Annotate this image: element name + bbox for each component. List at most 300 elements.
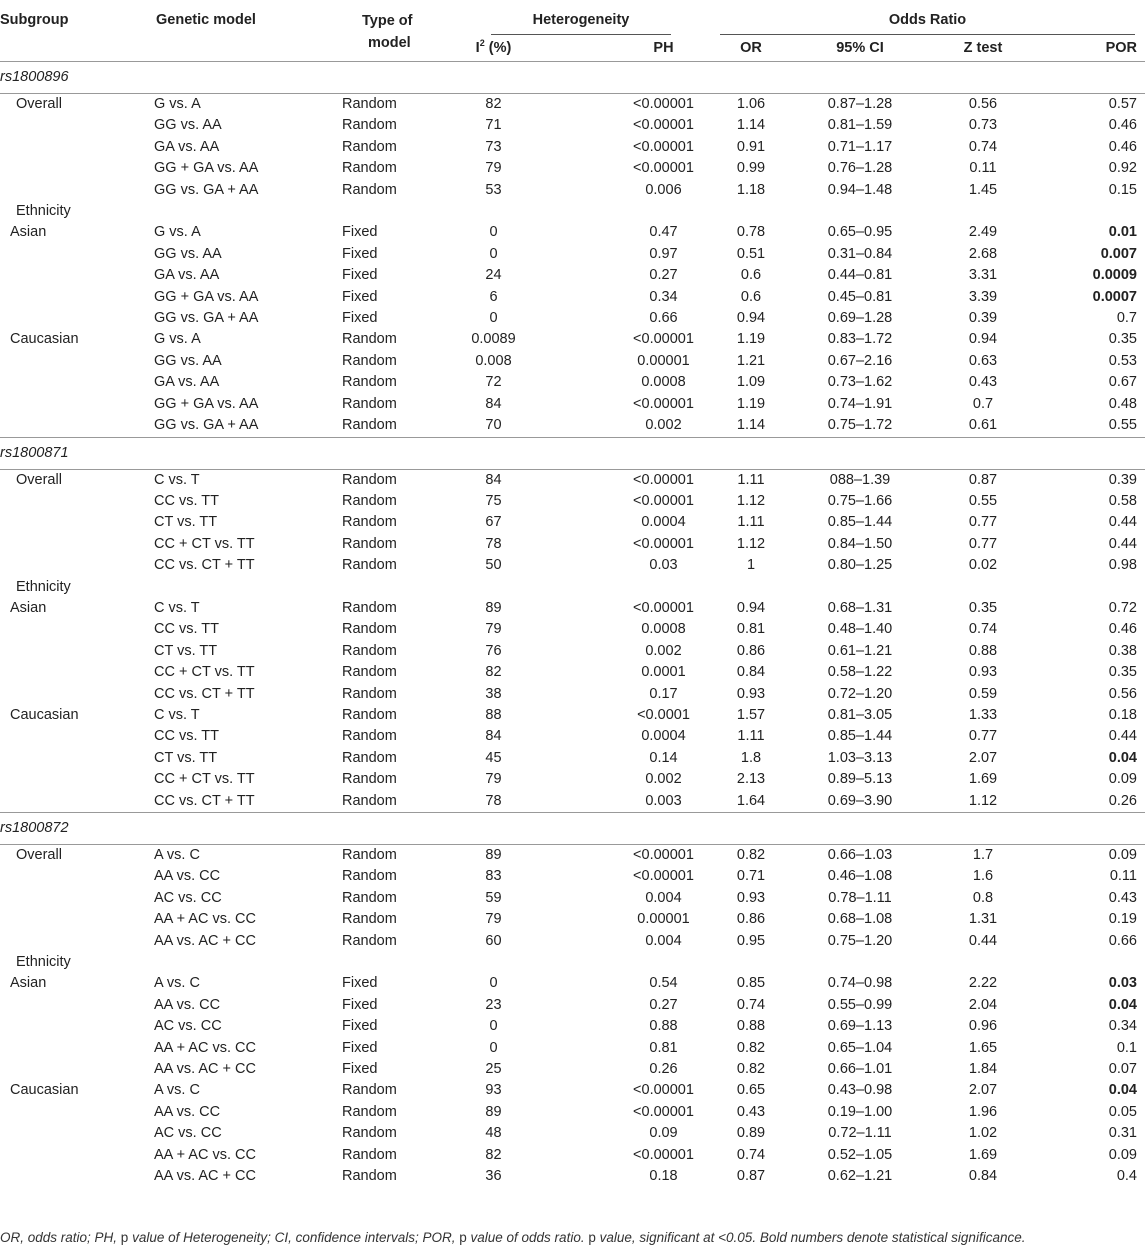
cell-z: 0.77	[968, 728, 998, 745]
cell-i2: 6	[489, 288, 498, 305]
cell-type: Random	[342, 352, 397, 369]
cell-ci: 0.80–1.25	[827, 557, 893, 574]
cell-ph: <0.00001	[633, 868, 694, 885]
table-row	[0, 244, 1145, 265]
cell-i2: 79	[485, 911, 502, 928]
cell-i2: 93	[485, 1082, 502, 1099]
cell-z: 0.56	[968, 96, 998, 112]
cell-type: Random	[342, 889, 397, 906]
cell-por: 0.55	[1108, 417, 1137, 434]
cell-ci: 0.75–1.20	[827, 932, 893, 949]
group-label-row	[0, 952, 1145, 973]
cell-subgroup: Asian	[10, 224, 47, 241]
cell-genetic-model: GA vs. AA	[154, 267, 220, 284]
cell-type: Fixed	[342, 996, 378, 1013]
cell-ph: <0.00001	[633, 1103, 694, 1120]
cell-ph: 0.004	[645, 932, 682, 949]
cell-i2: 89	[485, 847, 502, 863]
cell-z: 0.35	[968, 599, 998, 616]
cell-type: Random	[342, 557, 397, 574]
cell-por: 0.67	[1108, 374, 1137, 391]
cell-subgroup	[0, 415, 148, 437]
cell-type: Random	[342, 847, 397, 863]
cell-subgroup: Overall	[16, 471, 62, 488]
cell-ph: 0.88	[649, 1018, 678, 1035]
cell-or: 1.14	[736, 117, 766, 134]
cell-i2: 84	[485, 728, 502, 745]
cell-z: 1.02	[968, 1125, 998, 1142]
cell-z: 2.49	[968, 224, 998, 241]
cell-or: 0.85	[736, 975, 766, 992]
cell-or: 1.06	[736, 96, 766, 112]
cell-i2: 78	[485, 792, 502, 809]
cell-ph: 0.00001	[637, 911, 690, 928]
cell-subgroup	[0, 909, 148, 930]
table-row	[0, 469, 1145, 491]
cell-or: 0.84	[736, 664, 766, 681]
cell-subgroup	[0, 748, 148, 769]
cell-ci: 0.81–3.05	[827, 706, 893, 723]
table-row	[0, 534, 1145, 555]
cell-z: 0.55	[968, 492, 998, 509]
cell-z: 0.44	[968, 932, 998, 949]
cell-or: 0.91	[736, 138, 766, 155]
cell-or: 1.8	[740, 749, 762, 766]
cell-or: 0.6	[740, 267, 762, 284]
table-row	[0, 287, 1145, 308]
table-row	[0, 1038, 1145, 1059]
cell-ph: 0.27	[649, 267, 678, 284]
cell-genetic-model: CC vs. TT	[154, 728, 219, 745]
cell-subgroup: Caucasian	[10, 1082, 79, 1099]
cell-genetic-model: GG vs. AA	[154, 117, 222, 134]
cell-ci: 0.19–1.00	[827, 1103, 893, 1120]
cell-or: 0.74	[736, 1146, 766, 1163]
cell-i2: 82	[485, 664, 502, 681]
cell-ph: <0.00001	[633, 160, 694, 177]
cell-type: Random	[342, 181, 397, 198]
table-row	[0, 180, 1145, 201]
cell-genetic-model: G vs. A	[154, 331, 201, 348]
cell-subgroup: Asian	[10, 975, 47, 992]
cell-por: 0.09	[1108, 771, 1137, 788]
cell-ph: <0.00001	[633, 395, 694, 412]
cell-genetic-model: CC vs. TT	[154, 621, 219, 638]
header-i2-sup: 2	[479, 38, 485, 49]
cell-ph: 0.002	[645, 771, 682, 788]
table-row	[0, 866, 1145, 887]
cell-type: Random	[342, 932, 397, 949]
cell-i2: 76	[485, 642, 502, 659]
cell-or: 1.11	[737, 471, 765, 488]
table-footnote	[0, 1230, 1025, 1245]
cell-ph: <0.00001	[633, 599, 694, 616]
table-row	[0, 308, 1145, 329]
cell-ci: 0.68–1.08	[827, 911, 893, 928]
cell-or: 1.18	[736, 181, 766, 198]
cell-type: Fixed	[342, 224, 378, 241]
cell-or: 1.19	[736, 331, 766, 348]
cell-i2: 53	[485, 181, 502, 198]
cell-type: Random	[342, 117, 397, 134]
cell-ci: 0.75–1.66	[827, 492, 893, 509]
table-row	[0, 512, 1145, 533]
cell-por	[1038, 287, 1145, 308]
significant-value: 0.007	[1100, 245, 1137, 262]
cell-por	[1038, 1080, 1145, 1101]
cell-genetic-model: GG + GA vs. AA	[154, 288, 259, 305]
cell-genetic-model: GG + GA vs. AA	[154, 160, 259, 177]
cell-genetic-model: C vs. T	[154, 706, 200, 723]
cell-por: 0.1	[1116, 1039, 1137, 1056]
cell-subgroup	[0, 351, 148, 372]
footnote-part3: value of odds ratio.	[466, 1230, 589, 1245]
cell-ph: 0.0008	[641, 374, 686, 391]
cell-z: 0.7	[972, 395, 994, 412]
cell-subgroup-heading: Ethnicity	[16, 954, 71, 971]
cell-ph: 0.81	[649, 1039, 678, 1056]
cell-z: 1.69	[968, 771, 998, 788]
cell-ci: 0.71–1.17	[827, 138, 893, 155]
cell-ci: 0.58–1.22	[827, 664, 893, 681]
footnote-part1: OR, odds ratio; PH,	[0, 1230, 121, 1245]
cell-z: 0.96	[968, 1018, 998, 1035]
cell-ph: <0.00001	[633, 1146, 694, 1163]
cell-i2: 0	[489, 975, 498, 992]
cell-z: 1.96	[968, 1103, 998, 1120]
cell-subgroup	[0, 491, 148, 512]
cell-z: 2.68	[968, 245, 998, 262]
cell-or: 1.14	[736, 417, 766, 434]
cell-ci: 0.94–1.48	[827, 181, 893, 198]
cell-genetic-model: CC vs. CT + TT	[154, 685, 255, 702]
table-row	[0, 555, 1145, 576]
cell-i2: 79	[485, 621, 502, 638]
cell-i2: 84	[485, 471, 502, 488]
table-row	[0, 995, 1145, 1016]
cell-ci: 088–1.39	[829, 471, 891, 488]
cell-subgroup: Caucasian	[10, 706, 79, 723]
table-row	[0, 351, 1145, 372]
table-row	[0, 491, 1145, 512]
cell-or: 1.11	[737, 514, 765, 531]
table-row	[0, 222, 1145, 243]
cell-subgroup	[0, 1038, 148, 1059]
cell-genetic-model: CC + CT vs. TT	[154, 535, 255, 552]
cell-subgroup	[0, 555, 148, 576]
cell-por: 0.56	[1108, 685, 1137, 702]
cell-subgroup: Overall	[16, 96, 62, 112]
cell-type: Random	[342, 331, 397, 348]
cell-ph: 0.006	[645, 181, 682, 198]
header-heterogeneity-label: Heterogeneity	[491, 10, 671, 35]
cell-ci: 0.66–1.03	[827, 847, 893, 863]
cell-ph: 0.0004	[641, 728, 686, 745]
cell-type: Random	[342, 685, 397, 702]
cell-ci: 0.89–5.13	[827, 771, 893, 788]
cell-z: 1.12	[968, 792, 998, 809]
cell-z: 0.93	[968, 664, 998, 681]
cell-genetic-model: CC + CT vs. TT	[154, 771, 255, 788]
table-row	[0, 1102, 1145, 1123]
cell-type: Random	[342, 1125, 397, 1142]
cell-ph: <0.00001	[633, 492, 694, 509]
table-row	[0, 1016, 1145, 1037]
cell-or: 0.82	[736, 1061, 766, 1078]
cell-ph: 0.09	[649, 1125, 678, 1142]
cell-i2: 89	[485, 599, 502, 616]
section-snp-label: rs1800896	[0, 62, 1145, 94]
header-row-top	[0, 0, 1145, 35]
cell-i2: 25	[485, 1061, 502, 1078]
cell-por: 0.66	[1108, 932, 1137, 949]
cell-z: 2.07	[968, 1082, 998, 1099]
footnote-p3: p	[588, 1230, 596, 1245]
cell-por: 0.48	[1108, 395, 1137, 412]
cell-ph: 0.97	[649, 245, 678, 262]
cell-por: 0.19	[1108, 911, 1137, 928]
cell-i2: 0.0089	[471, 331, 516, 348]
header-odds-ratio	[710, 0, 1145, 35]
cell-i2: 36	[485, 1168, 502, 1185]
cell-i2: 0	[489, 224, 498, 241]
table-row	[0, 931, 1145, 952]
cell-subgroup	[0, 662, 148, 683]
cell-genetic-model: C vs. T	[154, 471, 200, 488]
cell-genetic-model: GG vs. GA + AA	[154, 417, 259, 434]
cell-genetic-model: AA vs. AC + CC	[154, 932, 256, 949]
cell-or: 1.11	[737, 728, 765, 745]
cell-por: 0.38	[1108, 642, 1137, 659]
cell-i2: 89	[485, 1103, 502, 1120]
cell-type: Random	[342, 1082, 397, 1099]
cell-z: 0.63	[968, 352, 998, 369]
cell-z: 2.04	[968, 996, 998, 1013]
cell-subgroup: Overall	[16, 847, 62, 863]
table-row	[0, 888, 1145, 909]
table-row	[0, 1166, 1145, 1187]
cell-por: 0.72	[1108, 599, 1137, 616]
cell-genetic-model: A vs. C	[154, 847, 200, 863]
cell-or: 0.51	[736, 245, 766, 262]
cell-z: 0.77	[968, 535, 998, 552]
footnote-p1: p	[120, 1230, 129, 1245]
significant-value: 0.01	[1108, 224, 1137, 241]
cell-i2: 83	[485, 868, 502, 885]
cell-genetic-model: CC vs. TT	[154, 492, 219, 509]
cell-por	[1038, 748, 1145, 769]
cell-ci: 0.85–1.44	[827, 514, 893, 531]
table-row	[0, 909, 1145, 930]
cell-type: Random	[342, 706, 397, 723]
footnote-p2: p	[459, 1230, 467, 1245]
cell-ci: 0.84–1.50	[827, 535, 893, 552]
cell-z: 1.7	[972, 847, 994, 863]
cell-por: 0.53	[1108, 352, 1137, 369]
cell-or: 0.78	[736, 224, 766, 241]
cell-genetic-model: CT vs. TT	[154, 749, 218, 766]
cell-ci: 0.65–1.04	[827, 1039, 893, 1056]
cell-i2: 73	[485, 138, 502, 155]
cell-z: 1.31	[968, 911, 998, 928]
significant-value: 0.03	[1108, 975, 1137, 992]
cell-z: 2.07	[968, 749, 998, 766]
cell-or: 0.95	[736, 932, 766, 949]
cell-z: 0.77	[968, 514, 998, 531]
cell-subgroup	[0, 1016, 148, 1037]
cell-ph: 0.0001	[641, 664, 686, 681]
header-por: POR	[1105, 40, 1137, 56]
cell-type: Random	[342, 374, 397, 391]
cell-por: 0.05	[1108, 1103, 1137, 1120]
cell-type: Fixed	[342, 288, 378, 305]
cell-type: Random	[342, 535, 397, 552]
cell-por: 0.43	[1108, 889, 1137, 906]
cell-i2: 67	[485, 514, 502, 531]
cell-z: 3.39	[968, 288, 998, 305]
cell-subgroup	[0, 684, 148, 705]
cell-genetic-model: AA + AC vs. CC	[154, 1039, 256, 1056]
cell-i2: 82	[485, 1146, 502, 1163]
cell-or: 0.87	[736, 1168, 766, 1185]
cell-por	[1038, 995, 1145, 1016]
cell-por: 0.34	[1108, 1018, 1137, 1035]
cell-subgroup	[0, 1059, 148, 1080]
cell-subgroup	[0, 619, 148, 640]
cell-type: Fixed	[342, 1061, 378, 1078]
header-ci: 95% CI	[836, 40, 884, 56]
cell-type: Random	[342, 417, 397, 434]
cell-type: Fixed	[342, 267, 378, 284]
table-row	[0, 748, 1145, 769]
cell-ci: 0.85–1.44	[827, 728, 893, 745]
cell-ci: 0.61–1.21	[827, 642, 893, 659]
cell-z: 0.59	[968, 685, 998, 702]
cell-subgroup	[0, 180, 148, 201]
cell-por: 0.31	[1108, 1125, 1137, 1142]
cell-por: 0.92	[1108, 160, 1137, 177]
cell-ci: 0.78–1.11	[828, 889, 892, 906]
cell-or: 0.82	[736, 847, 766, 863]
cell-i2: 75	[485, 492, 502, 509]
cell-z: 3.31	[968, 267, 998, 284]
cell-i2: 59	[485, 889, 502, 906]
cell-or: 1.21	[736, 352, 766, 369]
table-row	[0, 791, 1145, 813]
cell-subgroup	[0, 1123, 148, 1144]
cell-or: 0.82	[736, 1039, 766, 1056]
cell-por	[1038, 973, 1145, 994]
cell-type: Random	[342, 492, 397, 509]
header-genetic-model: Genetic model	[156, 12, 256, 28]
cell-i2: 45	[485, 749, 502, 766]
cell-i2: 71	[485, 117, 502, 134]
cell-i2: 0	[489, 310, 498, 327]
section-snp-label: rs1800872	[0, 813, 1145, 845]
header-i2-unit: (%)	[484, 40, 512, 56]
cell-genetic-model: AA vs. AC + CC	[154, 1168, 256, 1185]
cell-i2: 48	[485, 1125, 502, 1142]
cell-por: 0.18	[1108, 706, 1137, 723]
cell-ph: <0.0001	[637, 706, 690, 723]
table-row	[0, 973, 1145, 994]
table-row	[0, 394, 1145, 415]
cell-ci: 0.69–1.28	[827, 310, 893, 327]
cell-z: 1.65	[968, 1039, 998, 1056]
cell-ci: 0.52–1.05	[827, 1146, 893, 1163]
table-row	[0, 769, 1145, 790]
cell-type: Random	[342, 160, 397, 177]
table-row	[0, 684, 1145, 705]
cell-por: 0.09	[1108, 847, 1137, 863]
cell-genetic-model: AC vs. CC	[154, 1018, 222, 1035]
cell-or: 0.88	[736, 1018, 766, 1035]
cell-por: 0.39	[1108, 471, 1137, 488]
cell-ph: <0.00001	[633, 331, 694, 348]
cell-ci: 0.48–1.40	[827, 621, 893, 638]
table-row	[0, 726, 1145, 747]
cell-ph: 0.14	[649, 749, 678, 766]
cell-type: Random	[342, 642, 397, 659]
cell-i2: 78	[485, 535, 502, 552]
cell-z: 0.43	[968, 374, 998, 391]
cell-i2: 82	[485, 96, 502, 112]
table-row	[0, 115, 1145, 136]
cell-por: 0.7	[1116, 310, 1137, 327]
cell-por: 0.46	[1108, 138, 1137, 155]
cell-por: 0.44	[1108, 514, 1137, 531]
cell-genetic-model: GG + GA vs. AA	[154, 395, 259, 412]
cell-type: Random	[342, 514, 397, 531]
cell-genetic-model: AC vs. CC	[154, 889, 222, 906]
cell-subgroup	[0, 791, 148, 813]
cell-i2: 23	[485, 996, 502, 1013]
cell-z: 1.84	[968, 1061, 998, 1078]
cell-ci: 0.72–1.20	[827, 685, 893, 702]
cell-i2: 60	[485, 932, 502, 949]
table-row	[0, 137, 1145, 158]
cell-ph: 0.002	[645, 417, 682, 434]
table-row	[0, 415, 1145, 437]
cell-genetic-model: GA vs. AA	[154, 374, 220, 391]
cell-genetic-model: G vs. A	[154, 224, 201, 241]
cell-type: Random	[342, 1146, 397, 1163]
cell-ci: 0.75–1.72	[827, 417, 893, 434]
cell-ci: 0.44–0.81	[827, 267, 893, 284]
header-i2	[452, 35, 565, 62]
cell-por: 0.46	[1108, 621, 1137, 638]
cell-type: Random	[342, 471, 397, 488]
group-label-row	[0, 577, 1145, 598]
cell-subgroup	[0, 534, 148, 555]
cell-genetic-model: A vs. C	[154, 975, 200, 992]
cell-ph: 0.66	[649, 310, 678, 327]
cell-ph: 0.27	[649, 996, 678, 1013]
table-row	[0, 1123, 1145, 1144]
cell-or: 0.94	[736, 310, 766, 327]
significant-value: 0.0009	[1092, 267, 1137, 284]
cell-or: 0.43	[736, 1103, 766, 1120]
cell-subgroup: Asian	[10, 599, 47, 616]
cell-or: 0.65	[736, 1082, 766, 1099]
cell-genetic-model: AA vs. AC + CC	[154, 1061, 256, 1078]
cell-ci: 0.83–1.72	[827, 331, 893, 348]
cell-i2: 0.008	[475, 352, 512, 369]
cell-z: 0.73	[968, 117, 998, 134]
cell-subgroup	[0, 931, 148, 952]
cell-genetic-model: GG vs. GA + AA	[154, 181, 259, 198]
table-row	[0, 705, 1145, 726]
